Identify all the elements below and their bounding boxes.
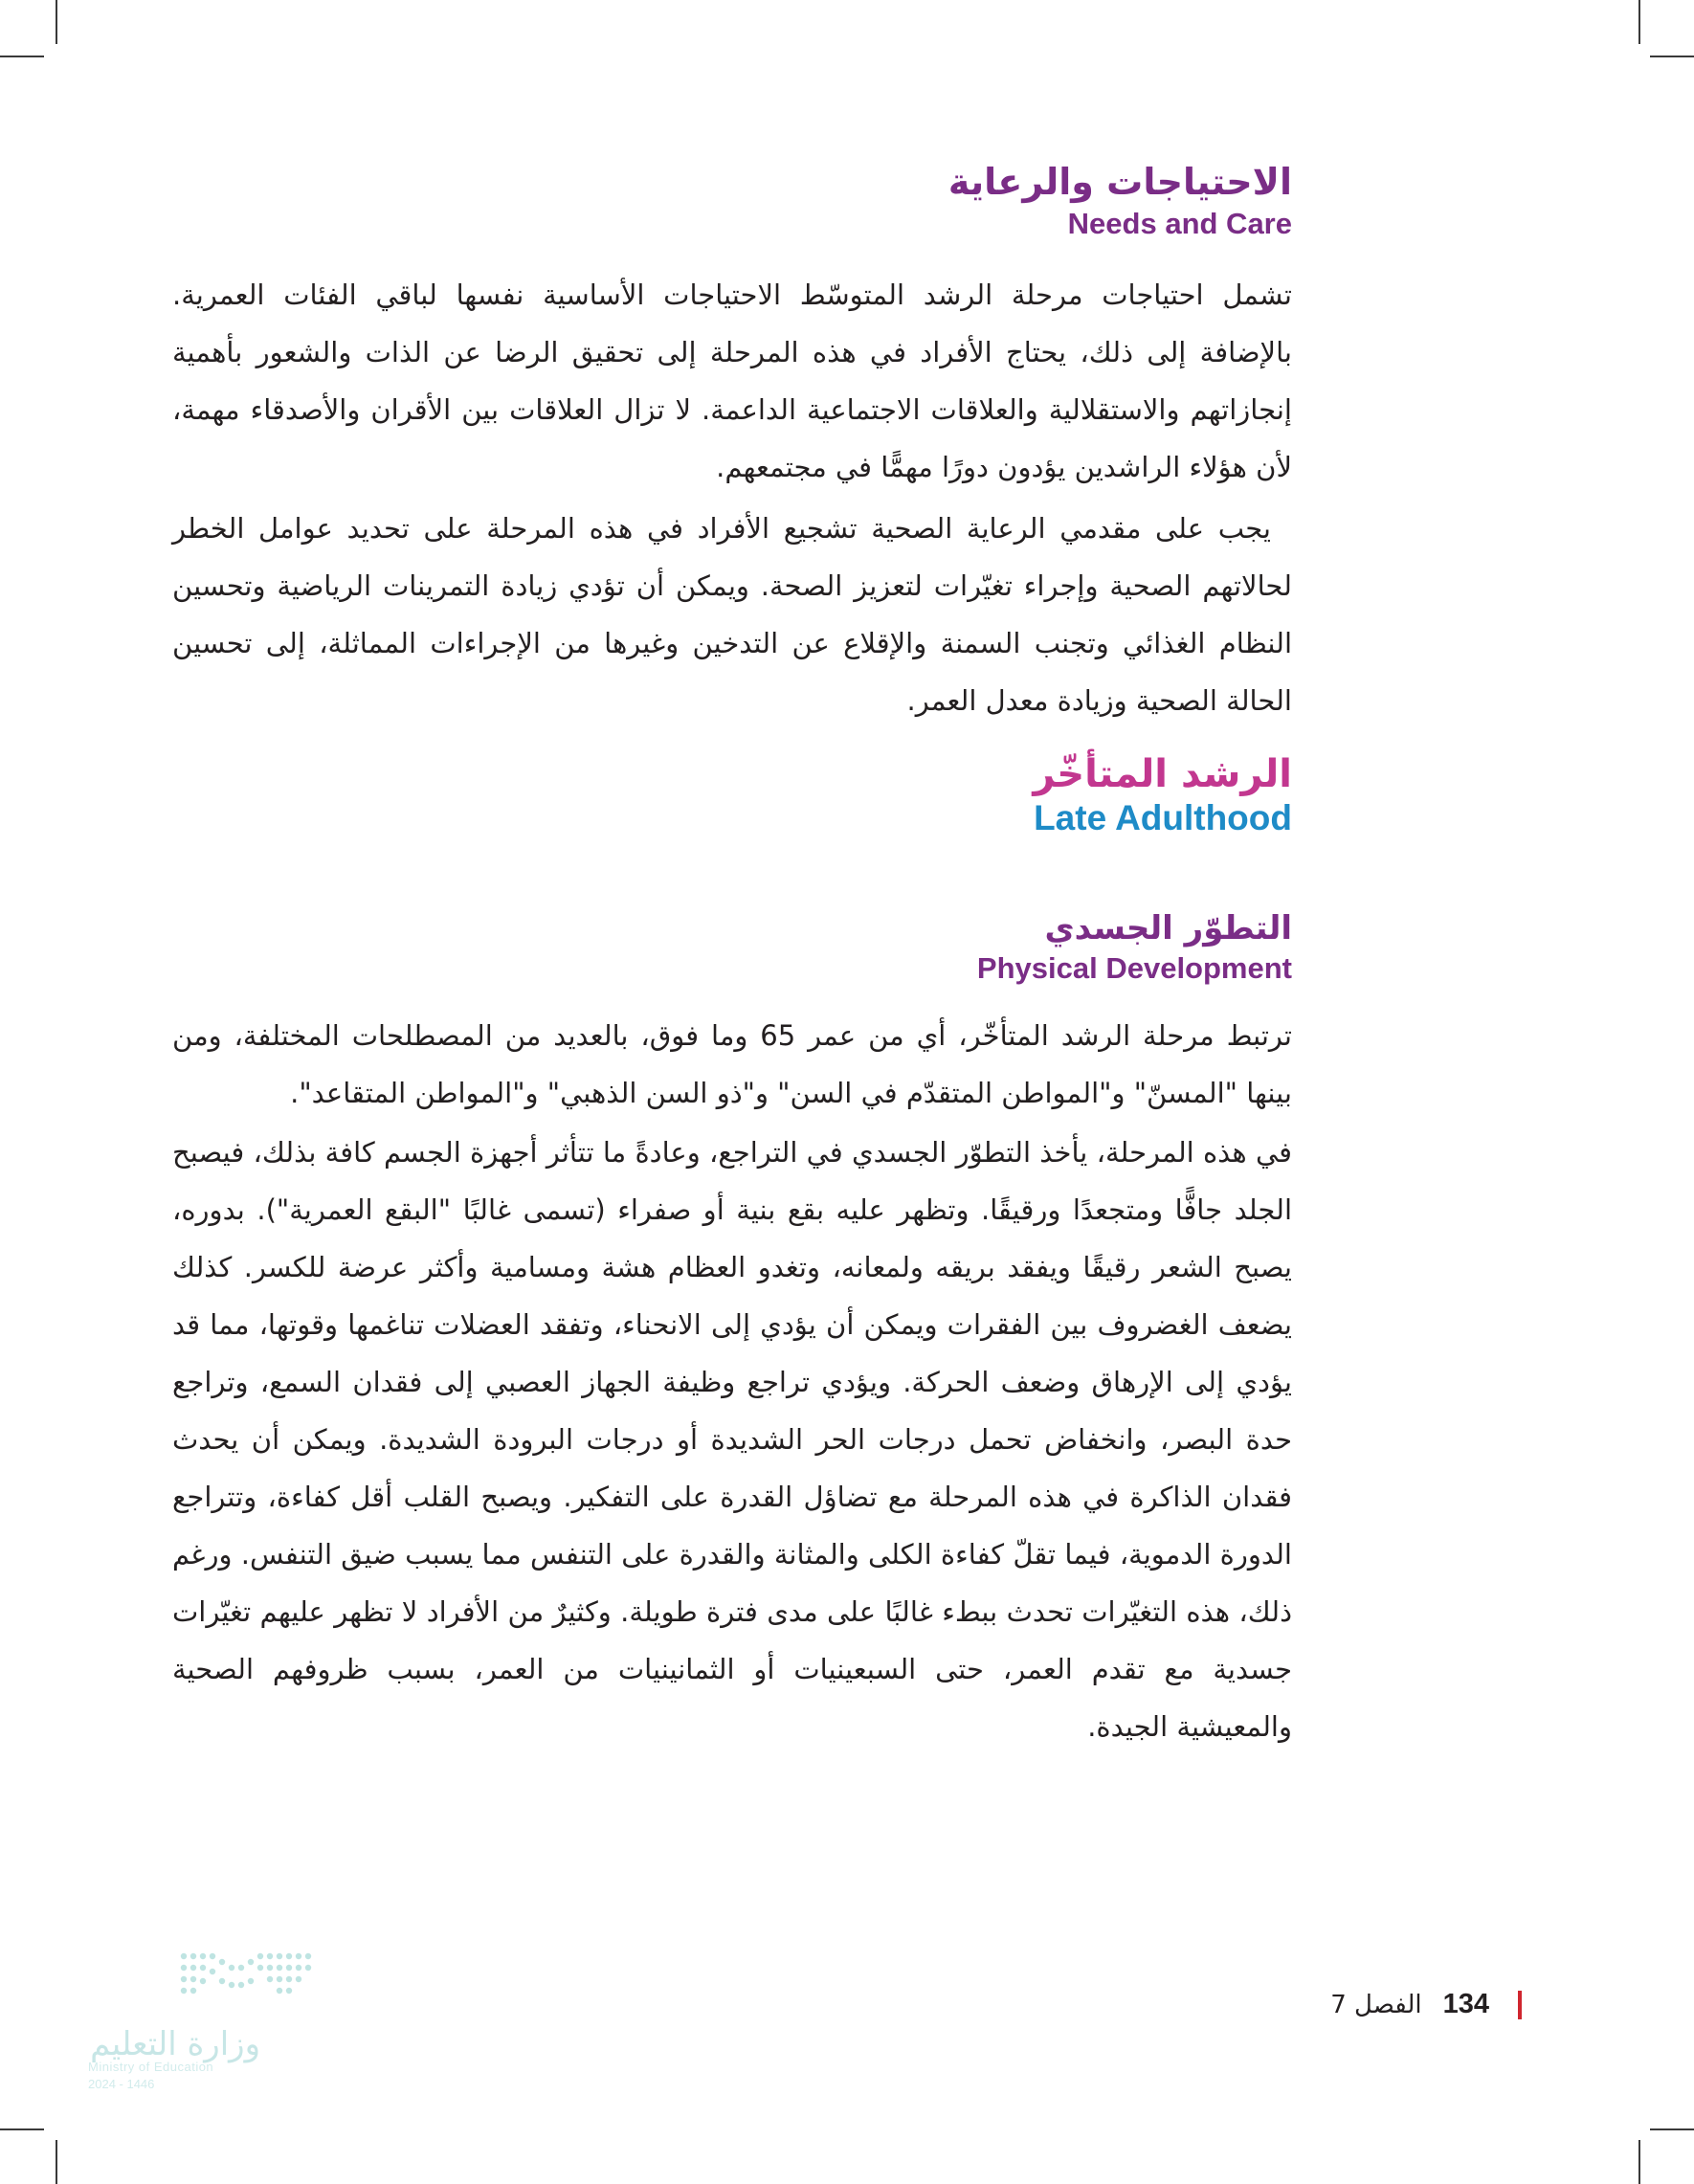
page-footer xyxy=(1330,1989,1522,2020)
logo-name-en: Ministry of Education xyxy=(88,2060,214,2074)
paragraph: يجب على مقدمي الرعاية الصحية تشجيع الأفراد في هذه المرحلة على تحديد عوامل الخطر لحالاتهم الصحية وإجراء تغيّرات لتعزيز الصحة. ويمكن أن تؤدي زيادة التمرينات الرياضية وتحسين النظام الغذائي وتجنب السمنة والإقلاع عن التدخين وغيرها من الإجراءات المماثلة، إلى تحسين الحالة الصحية وزيادة معدل العمر. xyxy=(172,512,1292,717)
logo-name-ar: وزارة التعليم xyxy=(90,2025,260,2063)
crop-mark xyxy=(1638,0,1640,44)
section-title-ar: الرشد المتأخّر xyxy=(1033,752,1292,796)
crop-mark xyxy=(0,56,44,57)
crop-mark xyxy=(56,2140,57,2184)
crop-mark xyxy=(0,2128,44,2130)
crop-mark xyxy=(1650,2128,1694,2130)
section-needs-care xyxy=(172,161,1292,729)
section-title-ar: التطوّر الجسدي xyxy=(1044,909,1292,947)
page-number: 134 xyxy=(1442,1989,1489,2019)
section-title-en: Physical Development xyxy=(976,951,1292,985)
crop-mark xyxy=(1650,56,1694,57)
logo-dots-icon xyxy=(88,1943,346,2019)
ministry-logo xyxy=(88,1943,346,2091)
crop-mark xyxy=(56,0,57,44)
section-title-ar: الاحتياجات والرعاية xyxy=(947,161,1292,203)
section-title-en: Needs and Care xyxy=(1067,207,1292,240)
paragraph: في هذه المرحلة، يأخذ التطوّر الجسدي في التراجع، وعادةً ما تتأثر أجهزة الجسم كافة بذلك، فيصبح الجلد جافًّا ومتجعدًا ورقيقًا. وتظهر عليه بقع بنية أو صفراء (تسمى غالبًا "البقع العمرية"). بدوره، يصبح الشعر رقيقًا ويفقد بريقه ولمعانه، وتغدو العظام هشة ومسامية وأكثر عرضة للكسر. كذلك يضعف الغضروف بين الفقرات ويمكن أن يؤدي إلى الانحناء، وتفقد العضلات تناغمها وقوتها، مما قد يؤدي إلى الإرهاق وضعف الحركة. ويؤدي تراجع وظيفة الجهاز العصبي إلى فقدان السمع، وتراجع حدة البصر، وانخفاض تحمل درجات الحر الشديدة أو درجات البرودة الشديدة. ويمكن أن يحدث فقدان الذاكرة في هذه المرحلة مع تضاؤل القدرة على التفكير. ويصبح القلب أقل كفاءة، وتتراجع الدورة الدموية، فيما تقلّ كفاءة الكلى والمثانة والقدرة على التنفس مما يسبب ضيق التنفس. ورغم ذلك، هذه التغيّرات تحدث ببطء غالبًا على مدى فترة طويلة. وكثيرٌ من الأفراد لا تظهر عليهم تغيّرات جسدية مع تقدم العمر، حتى السبعينيات أو الثمانينيات من العمر، بسبب ظروفهم الصحية والمعيشية الجيدة. xyxy=(172,1136,1292,1743)
logo-years: 2024 - 1446 xyxy=(88,2077,155,2091)
section-physical-development xyxy=(172,909,1292,1755)
paragraph: تشمل احتياجات مرحلة الرشد المتوسّط الاحتياجات الأساسية نفسها لباقي الفئات العمرية. بالإضافة إلى ذلك، يحتاج الأفراد في هذه المرحلة إلى تحقيق الرضا عن الذات والشعور بأهمية إنجازاتهم والاستقلالية والعلاقات الاجتماعية الداعمة. لا تزال العلاقات بين الأقران والأصدقاء مهمة، لأن هؤلاء الراشدين يؤدون دورًا مهمًّا في مجتمعهم. xyxy=(172,279,1292,483)
chapter-label: الفصل 7 xyxy=(1330,1990,1422,2019)
section-title-en: Late Adulthood xyxy=(1034,798,1292,837)
footer-bar xyxy=(1518,1991,1522,2019)
paragraph: ترتبط مرحلة الرشد المتأخّر، أي من عمر 65 وما فوق، بالعديد من المصطلحات المختلفة، ومن بينها "المسنّ" و"المواطن المتقدّم في السن" و"ذو السن الذهبي" و"المواطن المتقاعد". xyxy=(172,1019,1292,1109)
section-late-adulthood xyxy=(172,752,1292,838)
crop-mark xyxy=(1638,2140,1640,2184)
